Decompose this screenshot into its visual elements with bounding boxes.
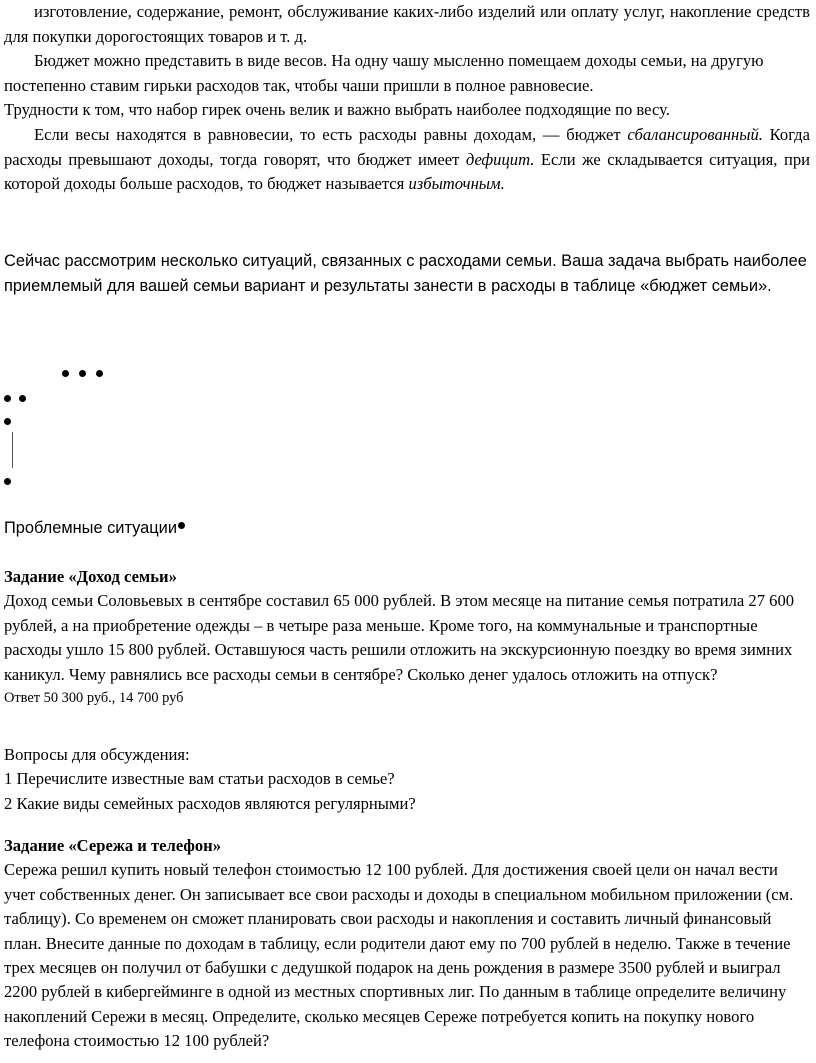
task1-answer: Ответ 50 300 руб., 14 700 руб	[4, 690, 184, 707]
intro-text-c: Если же складывается ситуация, при которой доходы больше расходов, то бюджет называется	[4, 149, 810, 194]
discussion-section	[4, 743, 810, 816]
bullet-dot-icon	[79, 370, 86, 377]
problem-heading-text: Проблемные ситуации	[4, 519, 177, 537]
task2-title: Задание «Сережа и телефон»	[4, 836, 222, 855]
intro-text-b: Когда расходы превышают доходы, тогда говорят, что бюджет имеет	[4, 124, 810, 169]
discussion-heading: Вопросы для обсуждения:	[4, 745, 190, 764]
term-surplus: избыточным.	[408, 174, 505, 194]
task2-text: Сережа решил купить новый телефон стоимостью 12 100 рублей. Для достижения своей цели он начал вести учет собственных денег. Он записывает все свои расходы и доходы в специальном мобильном приложении (см. таблицу). Со временем он сможет планировать свои расходы и накопления и составить личный финансовый план. Внесите данные по доходам в таблицу, если родители дают ему по 700 рублей в неделю. Также в течение трех месяцев он получил от бабушки с дедушкой подарок на день рождения в размере 3500 рублей и выиграл 2200 рублей в кибергейминге в одной из местных спортивных лиг. По данным в таблице определите величину накоплений Сережи в месяц. Определите, сколько месяцев Сереже потребуется копить на покупку нового телефона стоимостью 12 100 рублей?	[4, 860, 794, 1051]
bullet-dot-icon	[4, 418, 11, 425]
intro-section	[4, 0, 810, 197]
bullet-dot-icon	[62, 370, 69, 377]
term-deficit: дефицит.	[465, 149, 535, 169]
bullet-dot-icon	[96, 370, 103, 377]
problem-heading	[4, 516, 185, 541]
task-intro: Сейчас рассмотрим несколько ситуаций, связанных с расходами семьи. Ваша задача выбрать наиболее приемлемый для вашей семьи вариант и результаты занести в расходы в таблице «бюджет семьи».	[4, 252, 807, 295]
intro-text-a: Если весы находятся в равновесии, то есть расходы равны доходам, — бюджет	[34, 124, 628, 144]
intro-paragraph-1: изготовление, содержание, ремонт, обслуживание каких-либо изделий или оплату услуг, накопление средств для покупки дорогостоящих товаров и т. д.	[4, 2, 810, 46]
task2-section	[4, 834, 810, 1054]
vertical-line	[12, 432, 13, 468]
discussion-question-2: 2 Какие виды семейных расходов являются регулярными?	[4, 793, 416, 813]
bullet-dot-icon	[178, 522, 185, 529]
bullet-dot-icon	[19, 395, 26, 402]
bullet-dot-icon	[4, 395, 11, 402]
intro-paragraph-4	[4, 123, 810, 197]
intro-paragraph-3: Трудности к том, что набор гирек очень велик и важно выбрать наиболее подходящие по весу.	[4, 100, 670, 120]
task1-text: Доход семьи Соловьевых в сентябре составил 65 000 рублей. В этом месяце на питание семья потратила 27 600 рублей, а на приобретение одежды – в четыре раза меньше. Кроме того, на коммунальные и транспортные расходы ушло 15 800 рублей. Оставшуюся часть решили отложить на экскурсионную поездку во время зимних каникул. Чему равнялись все расходы семьи в сентябре? Сколько денег удалось отложить на отпуск?	[4, 591, 795, 684]
discussion-question-1: 1 Перечислите известные вам статьи расходов в семье?	[4, 769, 395, 789]
term-balanced: сбалансированный.	[627, 124, 763, 144]
bullet-dot-icon	[4, 478, 11, 485]
task1-section	[4, 565, 810, 709]
task1-title: Задание «Доход семьи»	[4, 567, 177, 586]
intro-paragraph-2: Бюджет можно представить в виде весов. На одну чашу мысленно помещаем доходы семьи, на другую постепенно ставим гирьки расходов так, чтобы чаши пришли в полное равновесие.	[4, 51, 764, 95]
